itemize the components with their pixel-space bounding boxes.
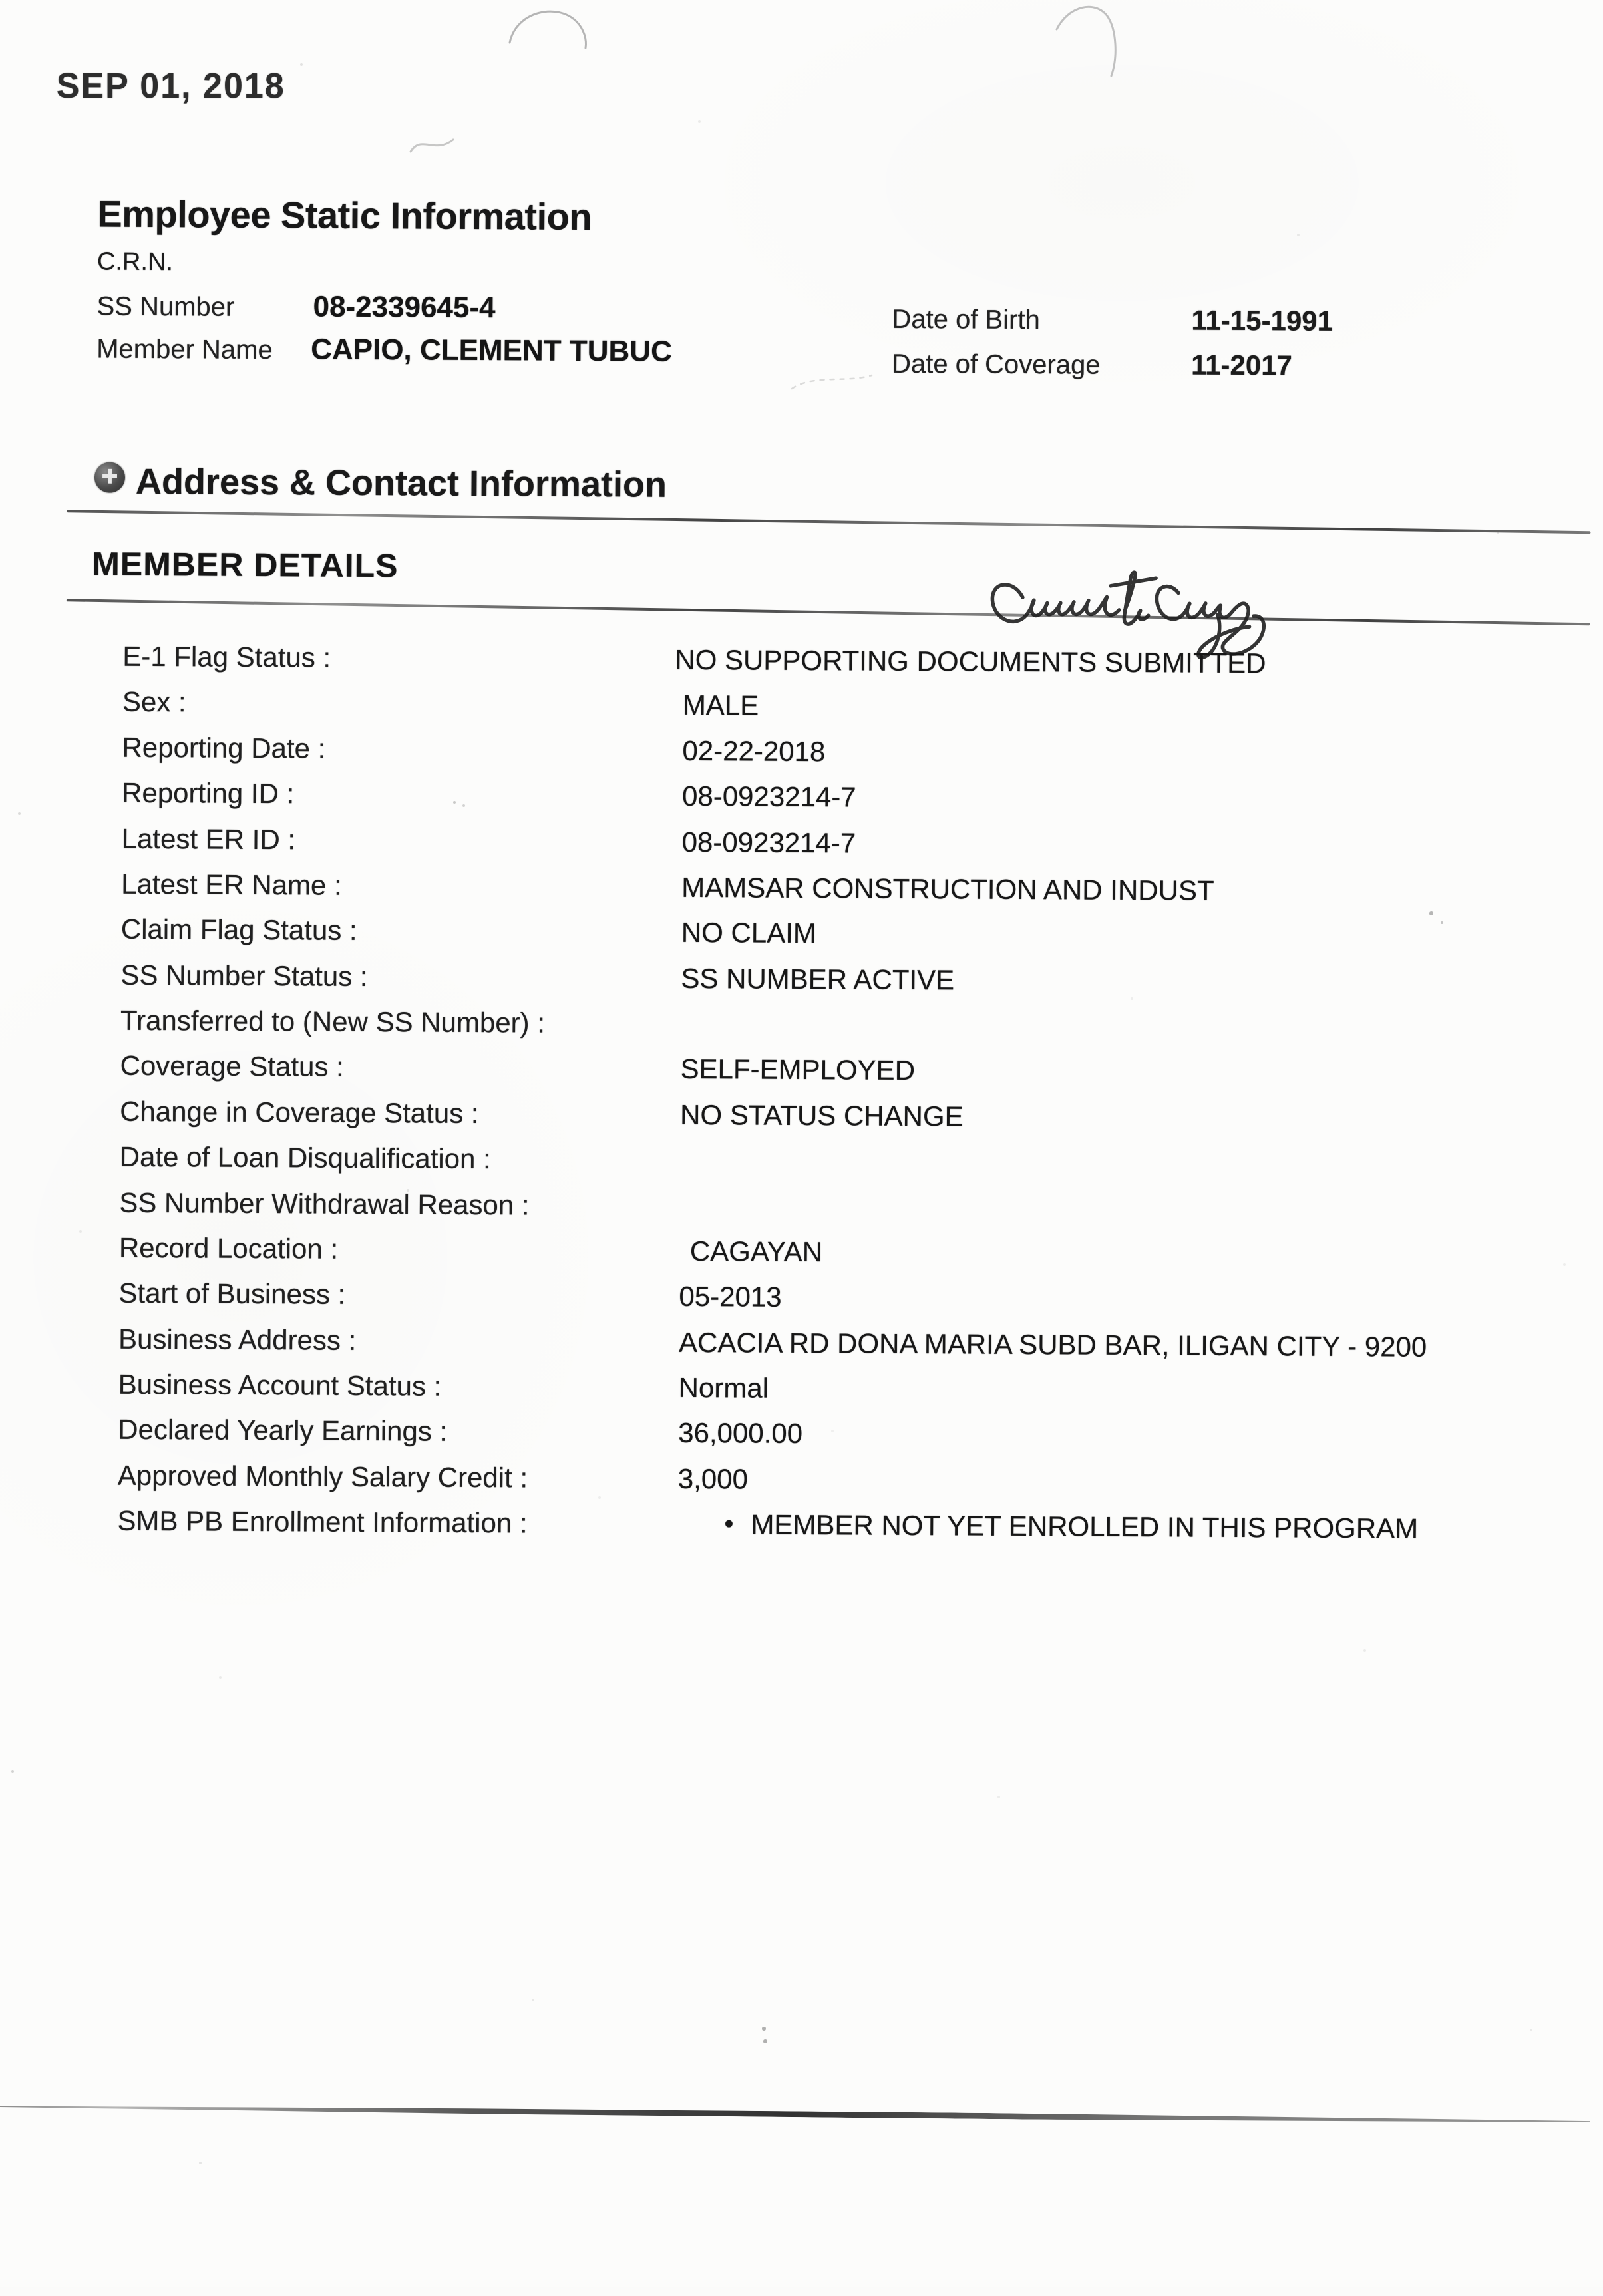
bottom-edge-line [0,2104,1590,2125]
detail-value: 02-22-2018 [682,735,826,768]
detail-row [0,1368,1595,1420]
divider-line-member-details [67,599,1590,625]
detail-value: 08-0923214-7 [681,826,856,859]
detail-value: ACACIA RD DONA MARIA SUBD BAR, ILIGAN CITY - 9200 [678,1326,1427,1363]
detail-label: SMB PB Enrollment Information : [117,1504,528,1539]
detail-label: Sex : [122,685,186,718]
detail-label: Latest ER ID : [121,822,296,856]
member-name-value: CAPIO, CLEMENT TUBUC [311,333,672,368]
detail-row [0,776,1598,829]
date-of-coverage-value: 11-2017 [1190,349,1293,381]
detail-row [0,731,1599,784]
detail-value: Normal [678,1371,769,1404]
detail-value: NO CLAIM [681,916,816,949]
detail-value: 36,000.00 [678,1416,803,1450]
detail-row [0,1095,1596,1148]
detail-row [0,1413,1594,1466]
detail-row [0,913,1598,965]
globe-plus-icon: ✚ [94,462,125,493]
ss-number-value: 08-2339645-4 [313,290,496,325]
detail-label: Transferred to (New SS Number) : [120,1004,546,1039]
detail-row [0,1323,1595,1375]
ss-number-label: SS Number [96,291,235,322]
detail-row [0,1049,1597,1102]
detail-row [0,1186,1596,1239]
detail-row [0,868,1598,920]
detail-value: NO SUPPORTING DOCUMENTS SUBMITTED [675,643,1266,679]
detail-label: Business Account Status : [118,1368,442,1402]
detail-value-text: MEMBER NOT YET ENROLLED IN THIS PROGRAM [751,1508,1419,1544]
detail-value: 05-2013 [679,1280,782,1313]
bullet-icon: • [724,1509,734,1539]
detail-value: MALE [682,689,759,721]
address-contact-section-title: Address & Contact Information [135,461,667,505]
detail-label: Date of Loan Disqualification : [119,1140,491,1175]
date-received-stamp: SEP 01, 2018 [56,66,285,106]
detail-row [0,685,1599,738]
detail-value: SELF-EMPLOYED [680,1053,916,1086]
member-details-title: MEMBER DETAILS [92,545,399,585]
detail-label: SS Number Withdrawal Reason : [119,1186,530,1221]
page-title: Employee Static Information [97,192,592,238]
divider-line-top [67,510,1591,534]
detail-label: Business Address : [118,1323,357,1356]
detail-row [0,1504,1594,1557]
detail-label: SS Number Status : [120,959,368,993]
detail-label: Declared Yearly Earnings : [118,1413,448,1447]
detail-label: Start of Business : [118,1277,346,1310]
detail-row [0,959,1598,1011]
detail-label: Claim Flag Status : [120,913,357,946]
detail-value [677,1508,1418,1545]
detail-row [0,1004,1597,1057]
date-of-birth-label: Date of Birth [892,304,1040,335]
detail-label: Change in Coverage Status : [120,1095,479,1130]
detail-value: SS NUMBER ACTIVE [681,962,955,996]
detail-label: Record Location : [118,1231,339,1265]
detail-value: 08-0923214-7 [681,780,856,813]
detail-row [0,1140,1596,1193]
detail-row [0,640,1599,693]
date-of-coverage-label: Date of Coverage [891,349,1101,380]
detail-label: Latest ER Name : [121,868,342,901]
detail-label: Reporting ID : [121,776,295,810]
detail-label: Coverage Status : [120,1049,344,1082]
detail-row [0,1459,1594,1512]
date-of-birth-value: 11-15-1991 [1191,304,1334,337]
detail-row [0,1277,1596,1329]
detail-label: Reporting Date : [122,731,326,764]
detail-value: MAMSAR CONSTRUCTION AND INDUST [681,871,1214,906]
detail-value: NO STATUS CHANGE [680,1098,964,1132]
crn-label: C.R.N. [96,247,174,277]
detail-row [0,1231,1596,1284]
detail-value: CAGAYAN [689,1235,823,1268]
detail-row [0,822,1598,875]
detail-label: Approved Monthly Salary Credit : [117,1459,528,1494]
member-name-label: Member Name [96,334,273,365]
detail-label: E-1 Flag Status : [122,640,331,673]
detail-value: 3,000 [677,1462,749,1495]
